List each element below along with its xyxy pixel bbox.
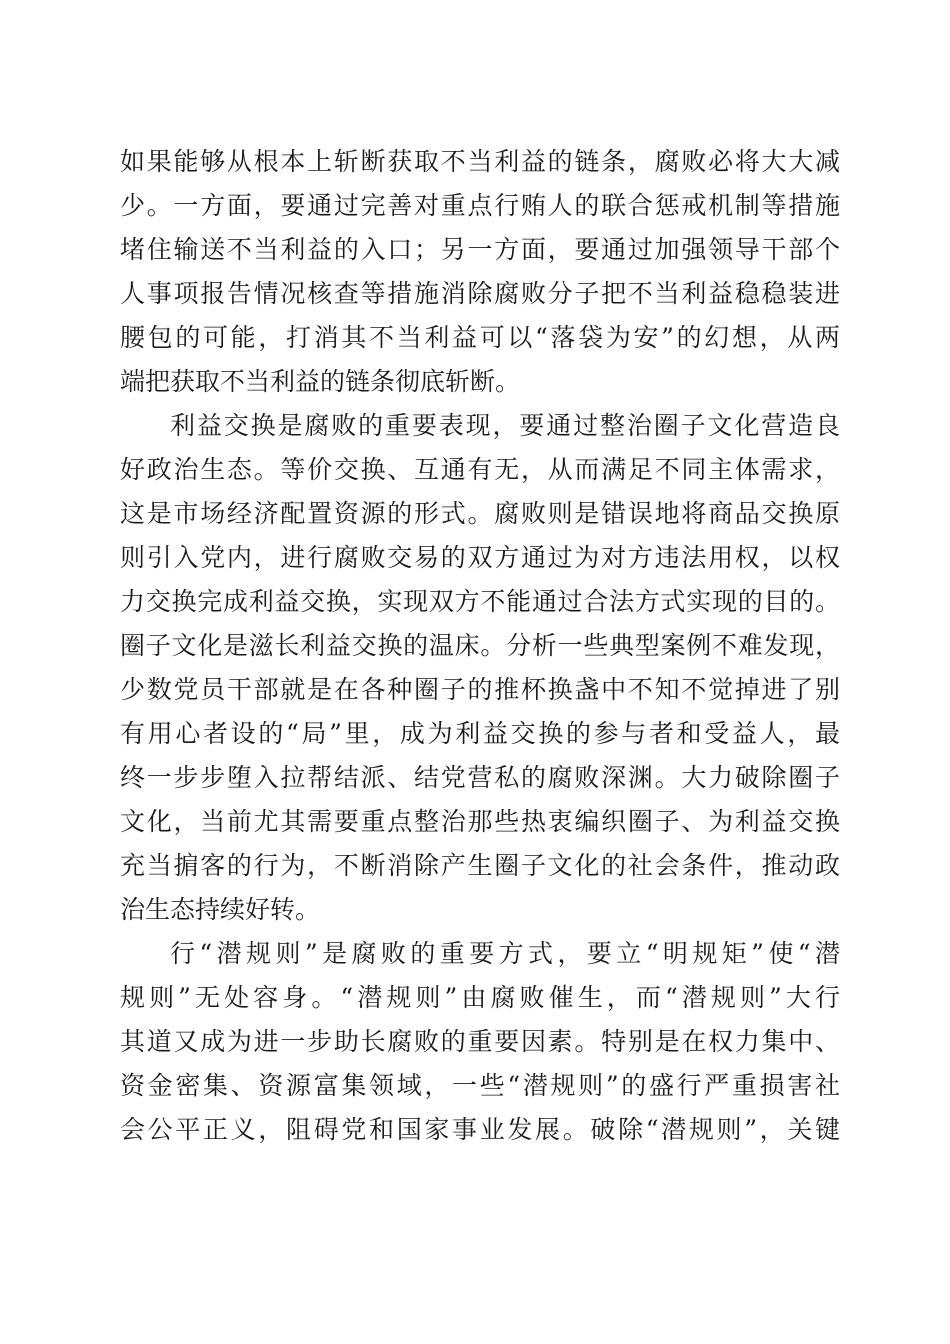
text-line: 规则”无处容身。“潜规则”由腐败催生，而“潜规则”大行 [120, 983, 840, 1012]
text-line: 有用心者设的“局”里，成为利益交换的参与者和受益人，最 [120, 719, 840, 748]
text-line: 好政治生态。等价交换、互通有无，从而满足不同主体需求， [120, 455, 840, 484]
text-line: 少数党员干部就是在各种圈子的推杯换盏中不知不觉掉进了别 [120, 675, 840, 704]
text-line: 治生态持续好转。 [120, 895, 321, 924]
text-line: 腰包的可能，打消其不当利益可以“落袋为安”的幻想，从两 [120, 323, 840, 352]
text-line: 少。一方面，要通过完善对重点行贿人的联合惩戒机制等措施 [120, 191, 840, 220]
text-line: 文化，当前尤其需要重点整治那些热衷编织圈子、为利益交换 [120, 807, 840, 836]
text-line: 堵住输送不当利益的入口；另一方面，要通过加强领导干部个 [120, 235, 840, 264]
text-line: 其道又成为进一步助长腐败的重要因素。特别是在权力集中、 [120, 1027, 840, 1056]
text-line: 终一步步堕入拉帮结派、结党营私的腐败深渊。大力破除圈子 [120, 763, 840, 792]
text-line: 资金密集、资源富集领域，一些“潜规则”的盛行严重损害社 [120, 1071, 840, 1100]
text-line: 充当掮客的行为，不断消除产生圈子文化的社会条件，推动政 [120, 851, 840, 880]
text-line: 如果能够从根本上斩断获取不当利益的链条，腐败必将大大减 [120, 147, 840, 176]
paragraph-3 [120, 932, 840, 1152]
text-line: 这是市场经济配置资源的形式。腐败则是错误地将商品交换原 [120, 499, 840, 528]
text-line: 圈子文化是滋长利益交换的温床。分析一些典型案例不难发现， [120, 631, 840, 660]
text-line: 利益交换是腐败的重要表现，要通过整治圈子文化营造良 [170, 411, 840, 440]
text-line: 力交换完成利益交换，实现双方不能通过合法方式实现的目的。 [120, 587, 840, 616]
text-line: 会公平正义，阻碍党和国家事业发展。破除“潜规则”，关键 [120, 1115, 840, 1144]
text-line: 则引入党内，进行腐败交易的双方通过为对方违法用权，以权 [120, 543, 840, 572]
paragraph-2 [120, 404, 840, 932]
text-line: 端把获取不当利益的链条彻底斩断。 [120, 367, 521, 396]
paragraph-1 [120, 140, 840, 404]
text-line: 人事项报告情况核查等措施消除腐败分子把不当利益稳稳装进 [120, 279, 840, 308]
text-line: 行“潜规则”是腐败的重要方式，要立“明规矩”使“潜 [170, 939, 840, 968]
